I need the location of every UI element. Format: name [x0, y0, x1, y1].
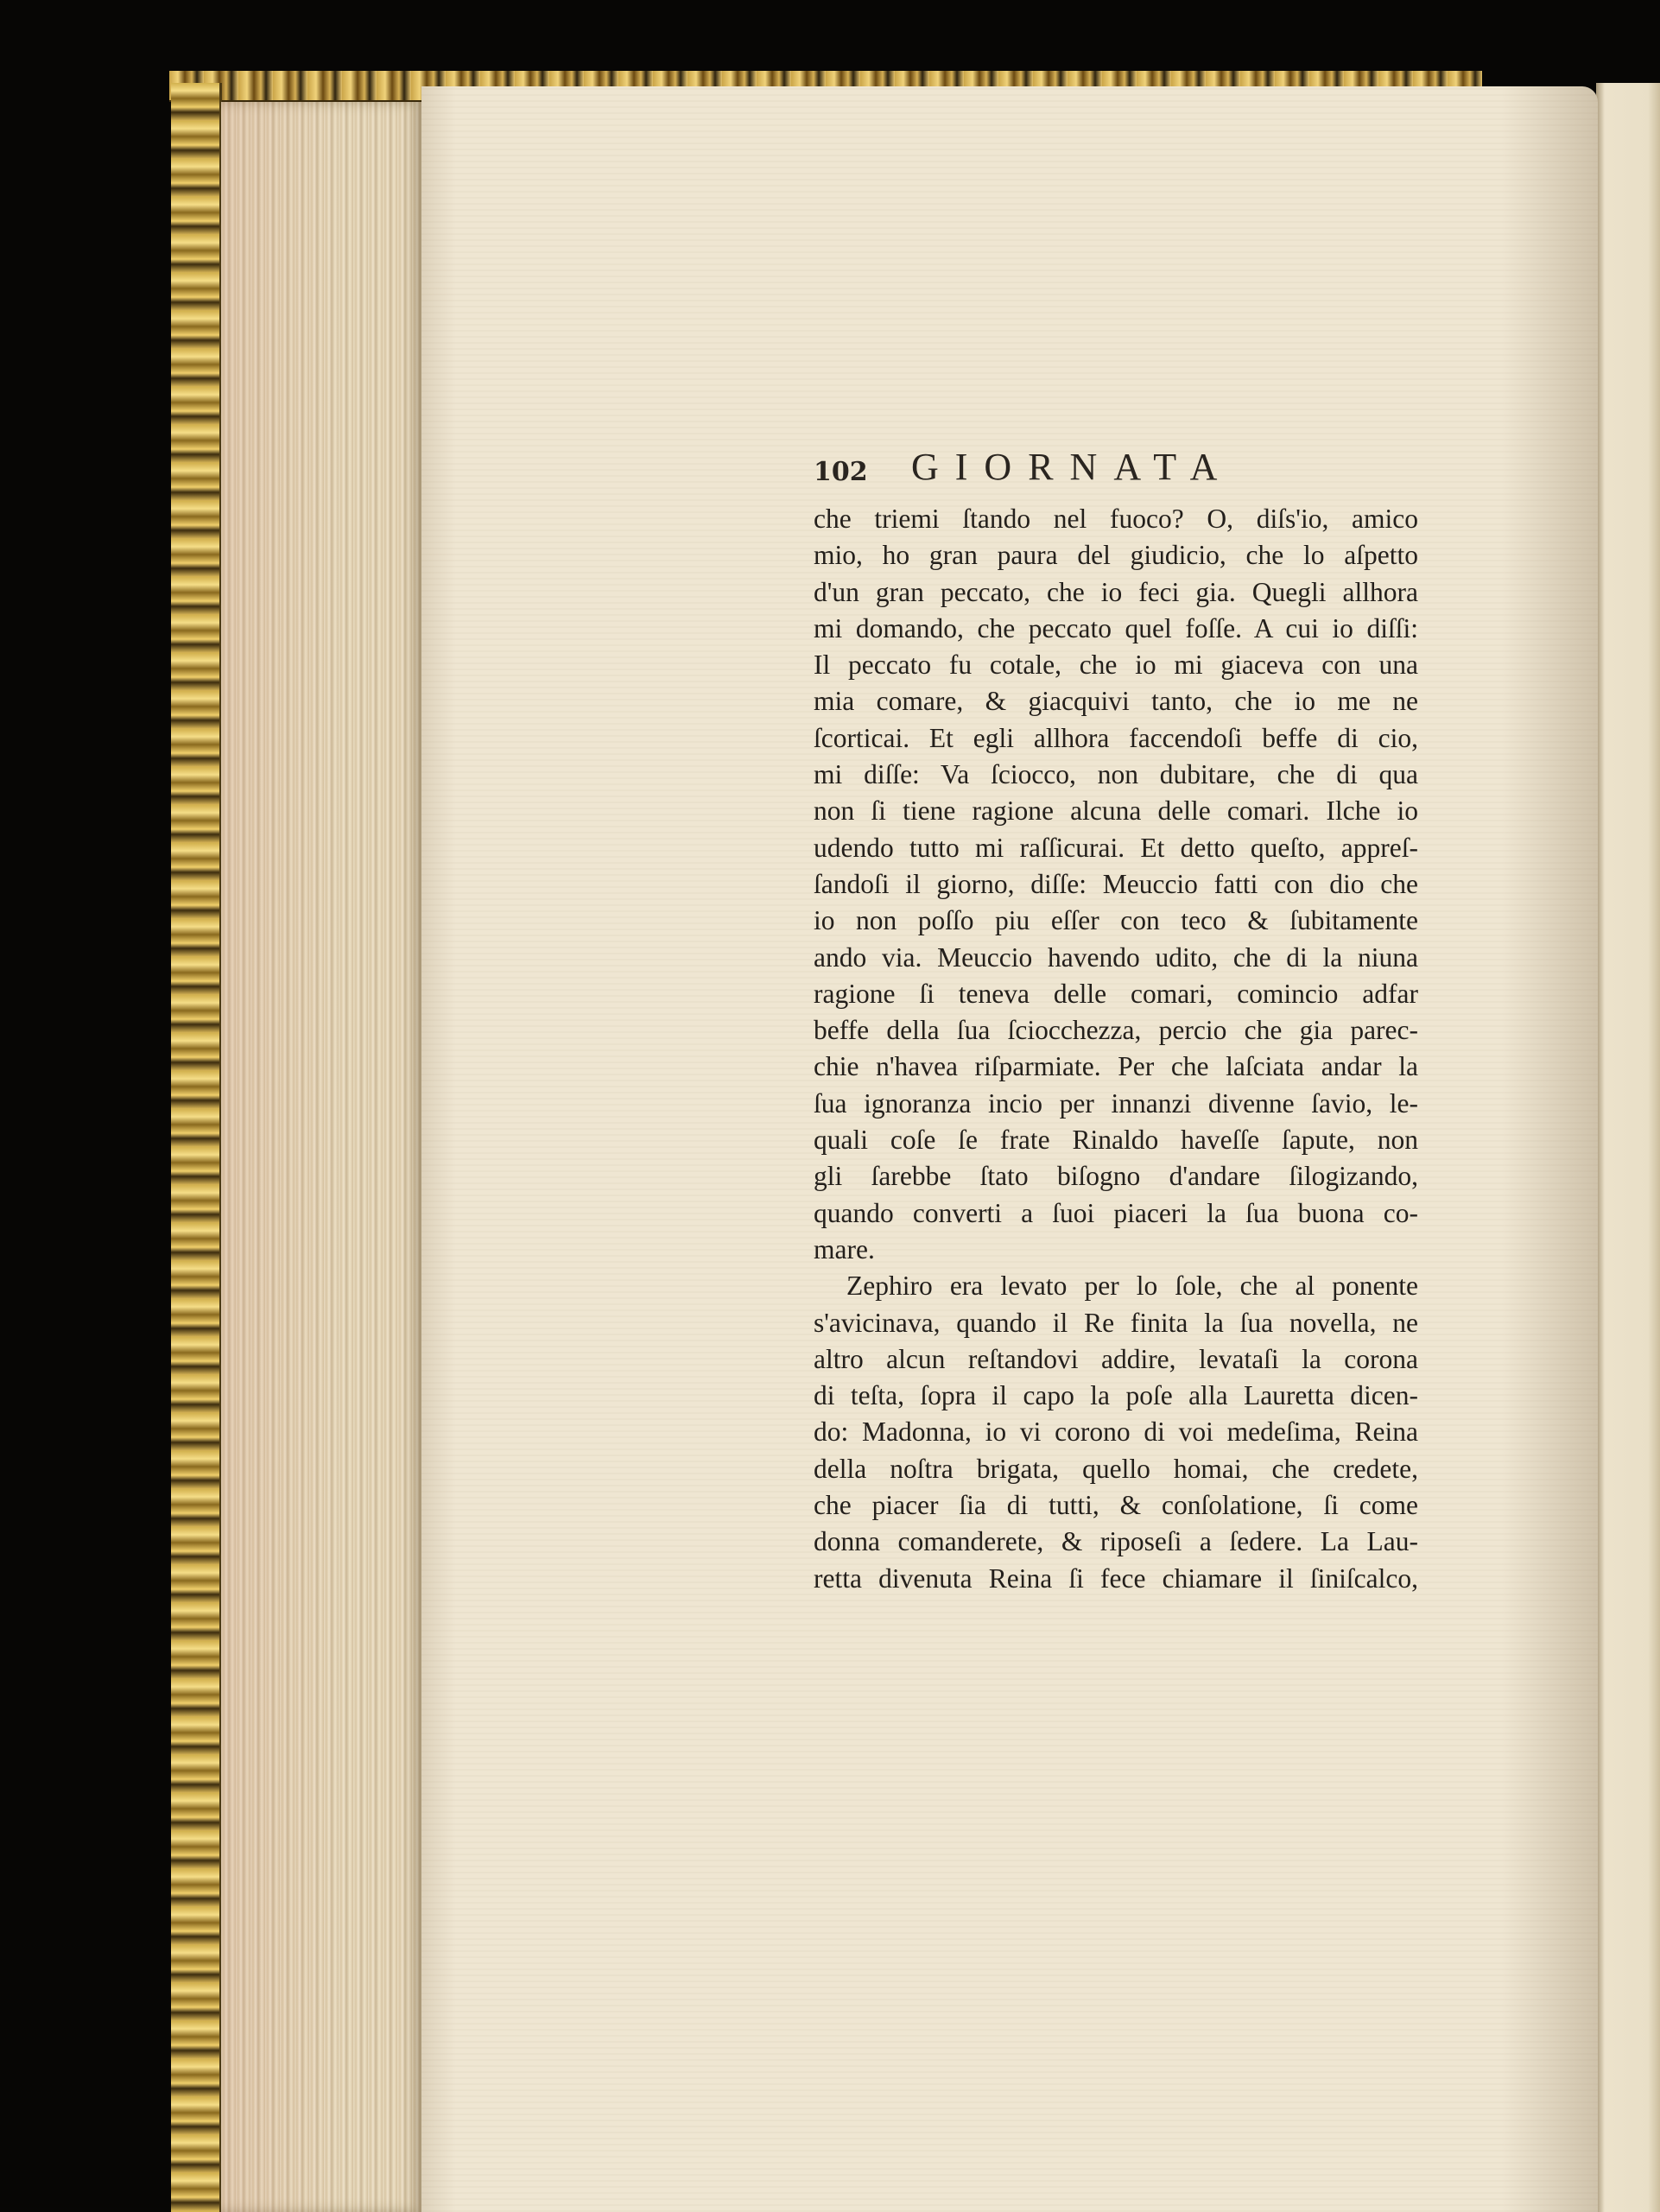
- gilt-spine-edge: [171, 83, 222, 2212]
- text-line: do: Madonna, io vi corono di voi medeſima, Reina: [814, 1417, 1418, 1448]
- text-line: beffe della ſua ſciocchezza, percio che gia parec-: [814, 1015, 1418, 1046]
- text-line: gli ſarebbe ſtato biſogno d'andare ſilogizando,: [814, 1161, 1418, 1192]
- text-line: quali coſe ſe frate Rinaldo haveſſe ſapute, non: [814, 1125, 1418, 1156]
- text-line: s'avicinava, quando il Re finita la ſua novella, ne: [814, 1307, 1418, 1338]
- text-line: ſua ignoranza incio per innanzi divenne ſavio, le-: [814, 1087, 1418, 1119]
- text-line: Zephiro era levato per lo ſole, che al ponente: [846, 1271, 1418, 1302]
- text-line: d'un gran peccato, che io feci gia. Quegli allhora: [814, 576, 1418, 607]
- running-head: [814, 445, 1435, 493]
- text-line: ragione ſi teneva delle comari, comincio adfar: [814, 978, 1418, 1009]
- text-line: ſandoſi il giorno, diſſe: Meuccio fatti con dio che: [814, 868, 1418, 899]
- text-line: ſcorticai. Et egli allhora faccendoſi beffe di cio,: [814, 722, 1418, 753]
- text-line: quando converti a ſuoi piaceri la ſua buona co-: [814, 1197, 1418, 1228]
- text-line: donna comanderete, & riposeſi a ſedere. La Lau-: [814, 1526, 1418, 1557]
- text-line: della noſtra brigata, quello homai, che credete,: [814, 1453, 1418, 1484]
- text-line: che piacer ſia di tutti, & conſolatione, ſi come: [814, 1490, 1418, 1521]
- text-line: mia comare, & giacquivi tanto, che io me ne: [814, 686, 1418, 717]
- text-line: Il peccato fu cotale, che io mi giaceva con una: [814, 650, 1418, 681]
- page-number: 102: [814, 457, 868, 487]
- body-text: [814, 501, 1418, 1597]
- text-line: mio, ho gran paura del giudicio, che lo aſpetto: [814, 540, 1418, 571]
- running-head-title: GIORNATA: [911, 446, 1234, 488]
- page-edges-tint: [221, 102, 421, 2212]
- text-line: io non poſſo piu eſſer con teco & ſubitamente: [814, 905, 1418, 936]
- text-line: chie n'havea riſparmiate. Per che laſciata andar la: [814, 1051, 1418, 1082]
- text-line: ando via. Meuccio havendo udito, che di la niuna: [814, 941, 1418, 973]
- text-line: di teſta, ſopra il capo la poſe alla Lauretta dicen-: [814, 1380, 1418, 1411]
- text-line: non ſi tiene ragione alcuna delle comari. Ilche io: [814, 795, 1418, 827]
- page-edges-stack: [221, 102, 421, 2212]
- text-line: mi domando, che peccato quel foſſe. A cui io diſſi:: [814, 612, 1418, 643]
- text-line: che triemi ſtando nel fuoco? O, diſs'io, amico: [814, 504, 1418, 534]
- text-line: mi diſſe: Va ſciocco, non dubitare, che di qua: [814, 759, 1418, 790]
- text-line: altro alcun reſtandovi addire, levataſi la corona: [814, 1343, 1418, 1374]
- text-line: retta divenuta Reina ſi fece chiamare il ſiniſcalco,: [814, 1562, 1418, 1594]
- text-line: udendo tutto mi raſſicurai. Et detto queſto, appreſ-: [814, 832, 1418, 863]
- facing-page-edge: [1596, 83, 1660, 2212]
- text-line: mare.: [814, 1233, 875, 1264]
